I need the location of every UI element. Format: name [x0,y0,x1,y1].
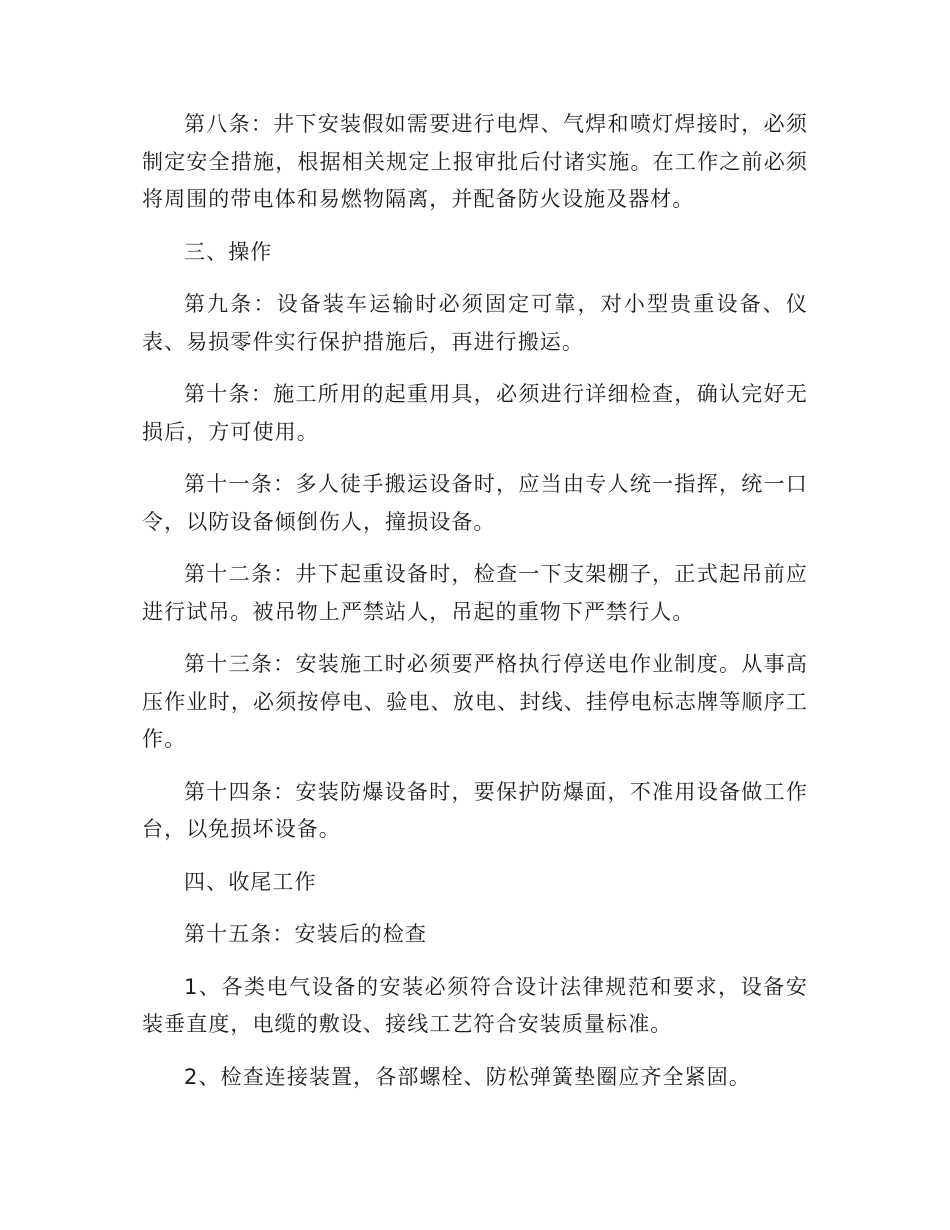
section-heading-finishing-work: 四、收尾工作 [184,869,317,894]
article-9-paragraph: 第九条：设备装车运输时必须固定可靠，对小型贵重设备、仪表、易损零件实行保护措施后，再进行搬运。 [142,292,808,354]
article-13-paragraph: 第十三条：安装施工时必须要严格执行停送电作业制度。从事高压作业时，必须按停电、验电、放电、封线、挂停电标志牌等顺序工作。 [142,652,808,751]
article-12-paragraph: 第十二条：井下起重设备时，检查一下支架棚子，正式起吊前应进行试吊。被吊物上严禁站人，吊起的重物下严禁行人。 [142,562,808,624]
article-14-paragraph: 第十四条：安装防爆设备时，要保护防爆面，不准用设备做工作台，以免损坏设备。 [142,779,808,841]
article-8-paragraph: 第八条：井下安装假如需要进行电焊、气焊和喷灯焊接时，必须制定安全措施，根据相关规定上报审批后付诸实施。在工作之前必须将周围的带电体和易燃物隔离，并配备防火设施及器材。 [142,112,808,211]
article-10-paragraph: 第十条：施工所用的起重用具，必须进行详细检查，确认完好无损后，方可使用。 [142,382,808,444]
check-item-1-paragraph: 1、各类电气设备的安装必须符合设计法律规范和要求，设备安装垂直度，电缆的敷设、接线工艺符合安装质量标准。 [142,974,808,1036]
article-11-paragraph: 第十一条：多人徒手搬运设备时，应当由专人统一指挥，统一口令，以防设备倾倒伤人，撞损设备。 [142,472,808,534]
section-heading-operation: 三、操作 [184,239,273,264]
check-item-2-paragraph: 2、检查连接装置，各部螺栓、防松弹簧垫圈应齐全紧固。 [184,1064,751,1089]
article-15-heading: 第十五条：安装后的检查 [184,922,428,946]
